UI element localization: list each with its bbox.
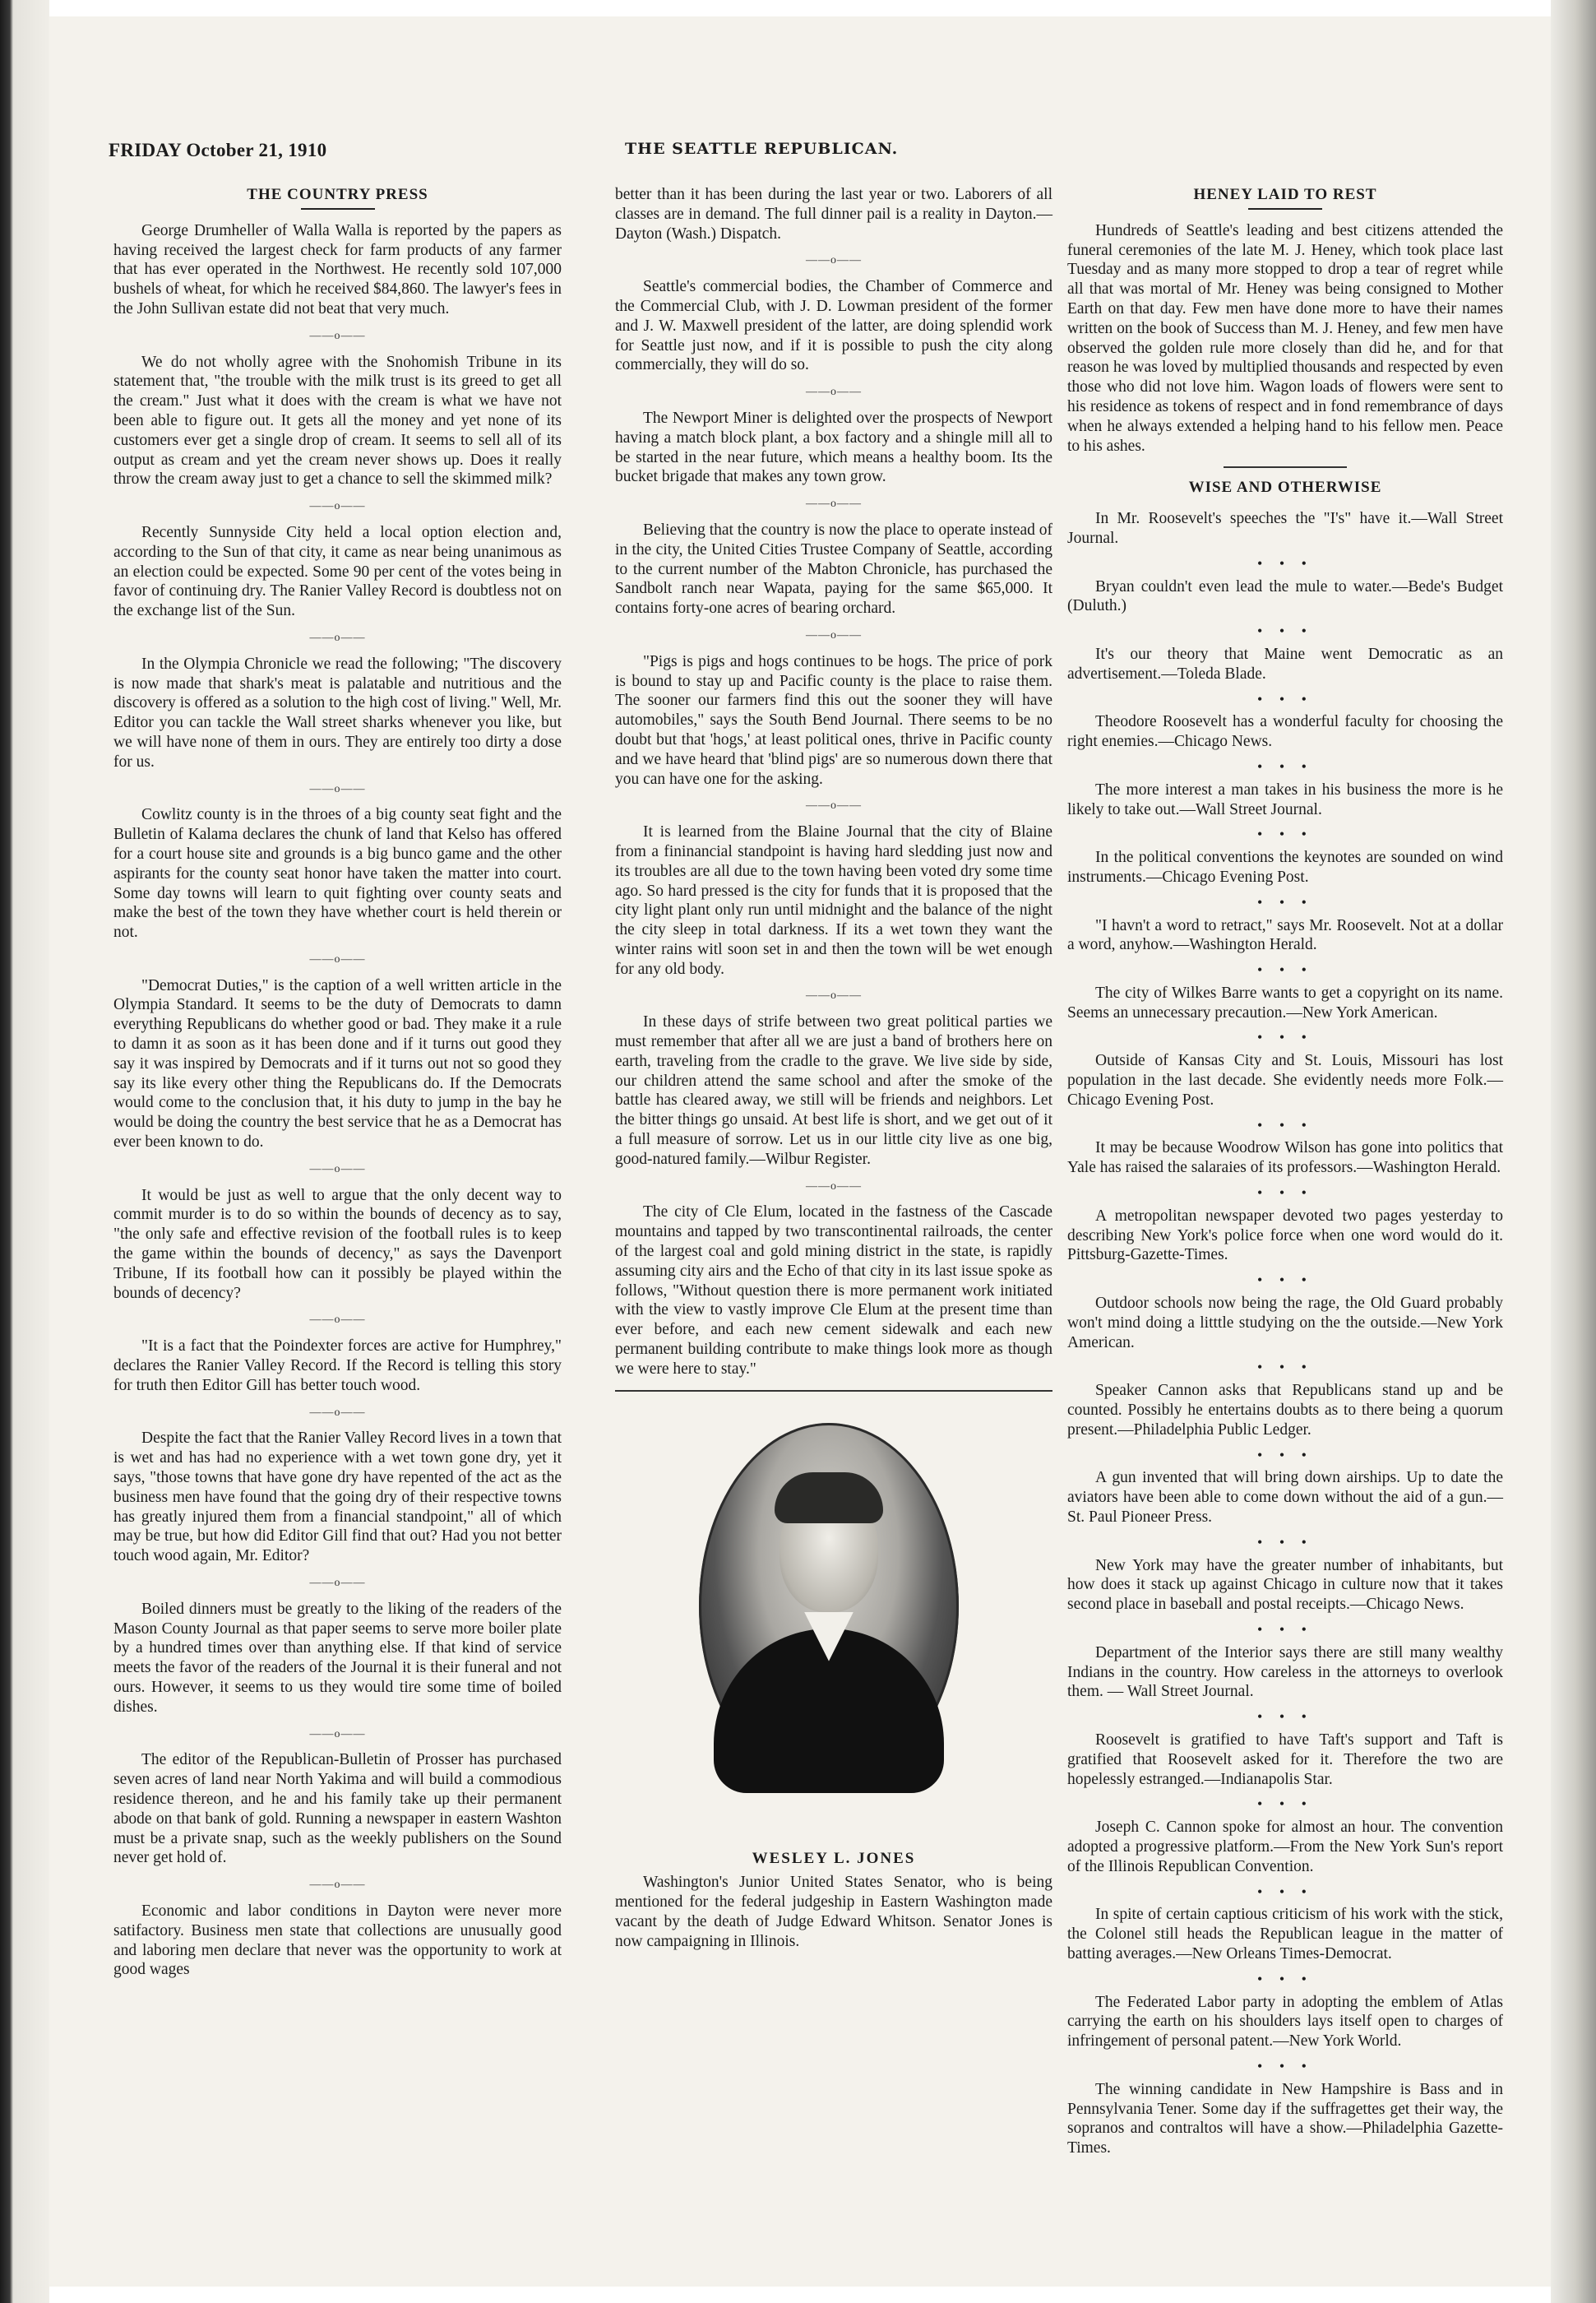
item-separator-dots: • • •	[1257, 623, 1313, 640]
wise-list	[1067, 509, 1503, 2158]
item-separator-dots: • • •	[1257, 1533, 1313, 1550]
section-title-wise: WISE AND OTHERWISE	[1188, 479, 1382, 497]
portrait-frame	[615, 1415, 1052, 1842]
article-paragraph: Believing that the country is now the place to operate instead of in the city, the United Cities Trustee Company of Seattle, according to the current number of the Mabton Chronicle, has purchased the Sandbolt ranch near Wapata, paying for the same $65,000. It contains forty-one acres of bearing orchard.	[615, 521, 1052, 618]
section-rule	[1224, 466, 1347, 468]
item-separator-dots: • • •	[1257, 1116, 1313, 1133]
newspaper-page	[49, 16, 1551, 2287]
separator: ——o——	[309, 1879, 366, 1892]
wise-item: Outside of Kansas City and St. Louis, Missouri has lost population in the last decade. She evidently needs more Folk.—Chicago Evening Post.	[1067, 1052, 1503, 1109]
section-title-heney: HENEY LAID TO REST	[1193, 186, 1377, 203]
article-paragraph: In these days of strife between two great political parties we must remember that after all we are just a band of brothers here on earth, traveling from the cradle to the grave. We live side by side, our children attend the same school and after the smoke of the battle has cleared away, we still will be friends and neighbors. Let the bitter things go unsaid. At best life is short, and we get out of it a full measure of sorrow. Let us in our little city live as one big, good-natured family.—Wilbur Register.	[615, 1013, 1052, 1168]
masthead: THE SEATTLE REPUBLICAN.	[625, 140, 899, 158]
article-paragraph: Boiled dinners must be greatly to the liking of the readers of the Mason County Journal as that paper seems to serve more boiler plate by a hundred times over than anything else. If that kind of service meets the favor of the readers of the Journal it is their funeral and not ours. However, it seems to us they would tire some time of boiled dishes.	[113, 1600, 562, 1716]
item-separator-dots: • • •	[1257, 1883, 1313, 1900]
article-paragraph: Economic and labor conditions in Dayton were never more satifactory. Business men state that collections are unusually good and laboring men declare that never was the opportunity to work at good wages	[113, 1902, 562, 1979]
separator: ——o——	[309, 782, 366, 795]
article-paragraph: George Drumheller of Walla Walla is reported by the papers as having received the largest check for farm products of any farmer that has ever operated in the Northwest. He recently sold 107,000 bushels of wheat, for which he received $84,860. The lawyer's fees in the John Sullivan estate did not beat that very much.	[113, 221, 562, 317]
wise-item: It's our theory that Maine went Democratic as an advertisement.—Toleda Blade.	[1067, 645, 1503, 683]
portrait-hair	[775, 1472, 883, 1523]
article-paragraph: The city of Cle Elum, located in the fastness of the Cascade mountains and tapped by two transcontinental railroads, the center of the largest coal and gold mining district in the state, is rapidly assuming city airs and the Echo of that city in its last issue spoke as follows, "Without question there is more permanent work initiated with the view to vastly improve Cle Elum at the present time than ever before, and each new cement sidewalk and each new permanent building contribute to make things look more as though we were here to stay."	[615, 1203, 1052, 1378]
wise-item: Bryan couldn't even lead the mule to water.—Bede's Budget (Duluth.)	[1067, 577, 1503, 615]
separator: ——o——	[806, 628, 862, 642]
portrait-name: WESLEY L. JONES	[752, 1849, 916, 1867]
issue-date: FRIDAY October 21, 1910	[109, 140, 327, 160]
wise-item: Speaker Cannon asks that Republicans stand up and be counted. Possibly he entertains doubts as to there being a quorum present.—Philadelphia Public Ledger.	[1067, 1382, 1503, 1439]
item-separator-dots: • • •	[1257, 2057, 1313, 2074]
wise-item: "I havn't a word to retract," says Mr. Roosevelt. Not at a dollar a word, anyhow.—Washington Herald.	[1067, 916, 1503, 954]
separator: ——o——	[309, 1162, 366, 1175]
article-paragraph: It would be just as well to argue that the only decent way to commit murder is to do so within the bounds of decency as to say, "the only safe and effective revision of the football rules is to keep the game within the bounds of decency," as says the Davenport Tribune, If its football how can it possibly be played within the bounds of decency?	[113, 1186, 562, 1302]
separator: ——o——	[309, 1727, 366, 1740]
wise-item: In Mr. Roosevelt's speeches the "I's" have it.—Wall Street Journal.	[1067, 510, 1503, 547]
article-paragraph: The Newport Miner is delighted over the prospects of Newport having a match block plant, a box factory and a shingle mill all to be started in the near future, which means a healthy boom. Its the bucket brigade that makes any town grow.	[615, 409, 1052, 486]
column-two	[615, 185, 1052, 1962]
article-paragraph: The editor of the Republican-Bulletin of Prosser has purchased seven acres of land near North Yakima and will build a commodious residence thereon, and he and his family take up their permanent abode on that bank of gold. Running a newspaper in eastern Washton must be a private snap, such as the weekly publishers on the Sound never get hold of.	[113, 1751, 562, 1867]
title-rule	[1248, 208, 1322, 210]
separator: ——o——	[806, 989, 862, 1003]
item-separator-dots: • • •	[1257, 554, 1313, 572]
item-separator-dots: • • •	[1257, 1029, 1313, 1046]
separator: ——o——	[309, 1314, 366, 1327]
separator: ——o——	[309, 952, 366, 966]
item-separator-dots: • • •	[1257, 758, 1313, 775]
separator: ——o——	[806, 386, 862, 399]
article-paragraph: It is learned from the Blaine Journal that the city of Blaine from a fininancial standpoint is having hard sledding just now and its troubles are all due to the town having been voted dry some time ago. So hard pressed is the city for funds that it is proposed that the city light plant only run until midnight and the balance of the night the city sleep in total darkness. If its a wet town they want the winter rains witl soon set in and then the town will be wet enough for any old body.	[615, 823, 1052, 978]
wise-item: In the political conventions the keynotes are sounded on wind instruments.—Chicago Evening Post.	[1067, 849, 1503, 886]
item-separator-dots: • • •	[1257, 1708, 1313, 1726]
article-paragraph: "It is a fact that the Poindexter forces are active for Humphrey," declares the Ranier Valley Record. If the Record is telling this story for truth then Editor Gill has better touch wood.	[113, 1337, 562, 1394]
separator: ——o——	[309, 500, 366, 513]
item-separator-dots: • • •	[1257, 1359, 1313, 1376]
wise-item: The city of Wilkes Barre wants to get a copyright on its name. Seems an unnecessary precaution.—New York American.	[1067, 984, 1503, 1022]
article-paragraph: better than it has been during the last year or two. Laborers of all classes are in demand. The full dinner pail is a reality in Dayton.—Dayton (Wash.) Dispatch.	[615, 186, 1052, 243]
article-paragraph: In the Olympia Chronicle we read the following; "The discovery is now made that shark's meat is palatable and nutritious and the discovery is offered as a solution to the high cost of living." Well, Mr. Editor you can tackle the Wall street sharks whenever you like, but we will have none of them in ours. They are entirely too dirty a dose for us.	[113, 655, 562, 771]
wise-item: A gun invented that will bring down airships. Up to date the aviators have been able to come down without the aid of a gun.—St. Paul Pioneer Press.	[1067, 1469, 1503, 1527]
separator: ——o——	[806, 799, 862, 813]
binding-shadow-left	[0, 0, 49, 2303]
item-separator-dots: • • •	[1257, 826, 1313, 843]
item-separator-dots: • • •	[1257, 893, 1313, 911]
item-separator-dots: • • •	[1257, 1621, 1313, 1638]
title-rule	[301, 208, 375, 210]
wise-item: Joseph C. Cannon spoke for almost an hour. The convention adopted a progressive platform.—From the New York Sun's report of the Illinois Republican Convention.	[1067, 1819, 1503, 1875]
separator: ——o——	[309, 1577, 366, 1589]
wise-item: The Federated Labor party in adopting the emblem of Atlas carrying the earth on his shoulders lays itself open to charges of infringement of personal patent.—New York World.	[1067, 1993, 1503, 2050]
article-paragraph: Recently Sunnyside City held a local option election and, according to the Sun of that city, it came as near being unanimous as an election could be expected. Some 90 per cent of the votes being in favor of continuing dry. The Ranier Valley Record is doubtless not on the exchange list of the Sun.	[113, 523, 562, 620]
portrait-caption: Washington's Junior United States Senator, who is being mentioned for the federal judgeship in Eastern Washington made vacant by the death of Judge Edward Whitson. Senator Jones is now campaigning in Illinois.	[615, 1874, 1052, 1950]
item-separator-dots: • • •	[1257, 1970, 1313, 1987]
item-separator-dots: • • •	[1257, 1184, 1313, 1202]
wise-item: New York may have the greater number of inhabitants, but how does it stack up against Chicago in culture now that it takes second place in baseball and postal receipts.—Chicago News.	[1067, 1556, 1503, 1614]
item-separator-dots: • • •	[1257, 1272, 1313, 1289]
section-title-country-press: THE COUNTRY PRESS	[247, 186, 428, 203]
wise-item: It may be because Woodrow Wilson has gone into politics that Yale has raised the salaraies of its professors.—Washington Herald.	[1067, 1139, 1503, 1177]
article-paragraph: "Pigs is pigs and hogs continues to be hogs. The price of pork is bound to stay up and Pacific county is the place to raise them. The sooner our farmers find this out the sooner they will have automobiles," says the South Bend Journal. There seems to be no doubt but that 'hogs,' at least political ones, thrive in Pacific county and we have heard that 'blind pigs' are so numerous down there that you can have one for the asking.	[615, 652, 1052, 788]
page-edge-right	[1551, 0, 1596, 2303]
article-paragraph: Hundreds of Seattle's leading and best citizens attended the funeral ceremonies of the late M. J. Heney, which took place last Tuesday and as many more stopped to drop a tear of regret while all that was mortal of Mr. Heney was being consigned to Mother Earth on that day. Few men have done more to have their names written on the book of Success than M. J. Heney, and few men have observed the golden rule more closely than did he, and for that reason he was loved by multiplied thousands and respected by even those who did not love him. Wagon loads of flowers were sent to his residence as tokens of respect and in fond remembrance of days when he always extended a helping hand to his fellow men. Peace to his ashes.	[1067, 221, 1503, 455]
item-separator-dots: • • •	[1257, 1796, 1313, 1813]
wise-item: Outdoor schools now being the rage, the Old Guard probably won't mind doing a litttle studying on the the outside.—New York American.	[1067, 1295, 1503, 1351]
separator: ——o——	[806, 254, 862, 267]
item-separator-dots: • • •	[1257, 1446, 1313, 1463]
wise-item: In spite of certain captious criticism of his work with the stick, the Colonel still heads the Republican league in the matter of batting averages.—New Orleans Times-Democrat.	[1067, 1906, 1503, 1962]
item-separator-dots: • • •	[1257, 690, 1313, 707]
article-paragraph: Cowlitz county is in the throes of a big county seat fight and the Bulletin of Kalama declares the chunk of land that Kelso has offered for a court house site and grounds is a big bunco game and the other aspirants for the county seat honor have taken the matter into court. Some day towns will learn to quit fighting over county seats and make the best of the town they have whether court is held therein or not.	[113, 806, 562, 942]
wise-item: Roosevelt is gratified to have Taft's support and Taft is gratified that Roosevelt asked for it. Therefore the two are hopelessly estranged.—Indianapolis Star.	[1067, 1731, 1503, 1788]
wise-item: A metropolitan newspaper devoted two pages yesterday to describing New York's police force when one word would do it. Pittsburg-Gazette-Times.	[1067, 1207, 1503, 1264]
separator: ——o——	[309, 631, 366, 644]
wise-item: The more interest a man takes in his business the more is he likely to take out.—Wall Street Journal.	[1067, 781, 1503, 818]
wise-item: The winning candidate in New Hampshire is Bass and in Pennsylvania Tener. Some day if the suffragettes get their way, the sopranos and contraltos will have a show.—Philadelphia Gazette-Times.	[1067, 2080, 1503, 2157]
separator: ——o——	[806, 1179, 862, 1193]
portrait-photo	[699, 1423, 959, 1789]
wise-item: Department of the Interior says there are still many wealthy Indians in the country. How careless in the attorneys to overlook them. — Wall Street Journal.	[1067, 1643, 1503, 1701]
column-country-press	[113, 185, 562, 1990]
wise-item: Theodore Roosevelt has a wonderful faculty for choosing the right enemies.—Chicago News.	[1067, 713, 1503, 751]
article-paragraph: Seattle's commercial bodies, the Chamber of Commerce and the Commercial Club, with J. D. Lowman president of the former and J. W. Maxwell president of the latter, are doing splendid work for Seattle just now, and if it is possible to push the city along commercially, they will do so.	[615, 278, 1052, 374]
section-rule	[615, 1390, 1052, 1392]
column-three	[1067, 185, 1503, 2169]
article-paragraph: Despite the fact that the Ranier Valley Record lives in a town that is wet and has had no experience with a wet town gone dry, yet it says, "those towns that have gone dry have repented of the act as the business men have found that the going dry of their respective towns has greatly injured them from a financial standpoint," all of which may be true, but how did Editor Gill find that out? Had you not better touch wood again, Mr. Editor?	[113, 1430, 562, 1565]
article-paragraph: "Democrat Duties," is the caption of a well written article in the Olympia Standard. It seems to be the duty of Democrats to damn everything Republicans do whether good or bad. They make it a rule to damn it as soon as it has been done and if it turns out good they say it was inspired by Democrats and if it turns out not so good they say its like every other thing the Republicans do. If the Democrats would come to the conclusion that, it his duty to jump in the bay he would be doing the country the best service that he as a Democrat has ever been known to do.	[113, 976, 562, 1152]
item-separator-dots: • • •	[1257, 962, 1313, 979]
separator: ——o——	[309, 329, 366, 342]
separator: ——o——	[806, 498, 862, 511]
article-paragraph: We do not wholly agree with the Snohomish Tribune in its statement that, "the trouble with the milk trust is its greed to get all the cream." Just what it does with the cream is what we have not been able to figure out. It gets all the money and yet none of its customers ever get a single drop of cream. It seems to sell all of its output as cream and yet the cream never shows up. Does it really throw the cream away just to get a chance to sell the skimmed milk?	[113, 353, 562, 489]
separator: ——o——	[309, 1406, 366, 1419]
